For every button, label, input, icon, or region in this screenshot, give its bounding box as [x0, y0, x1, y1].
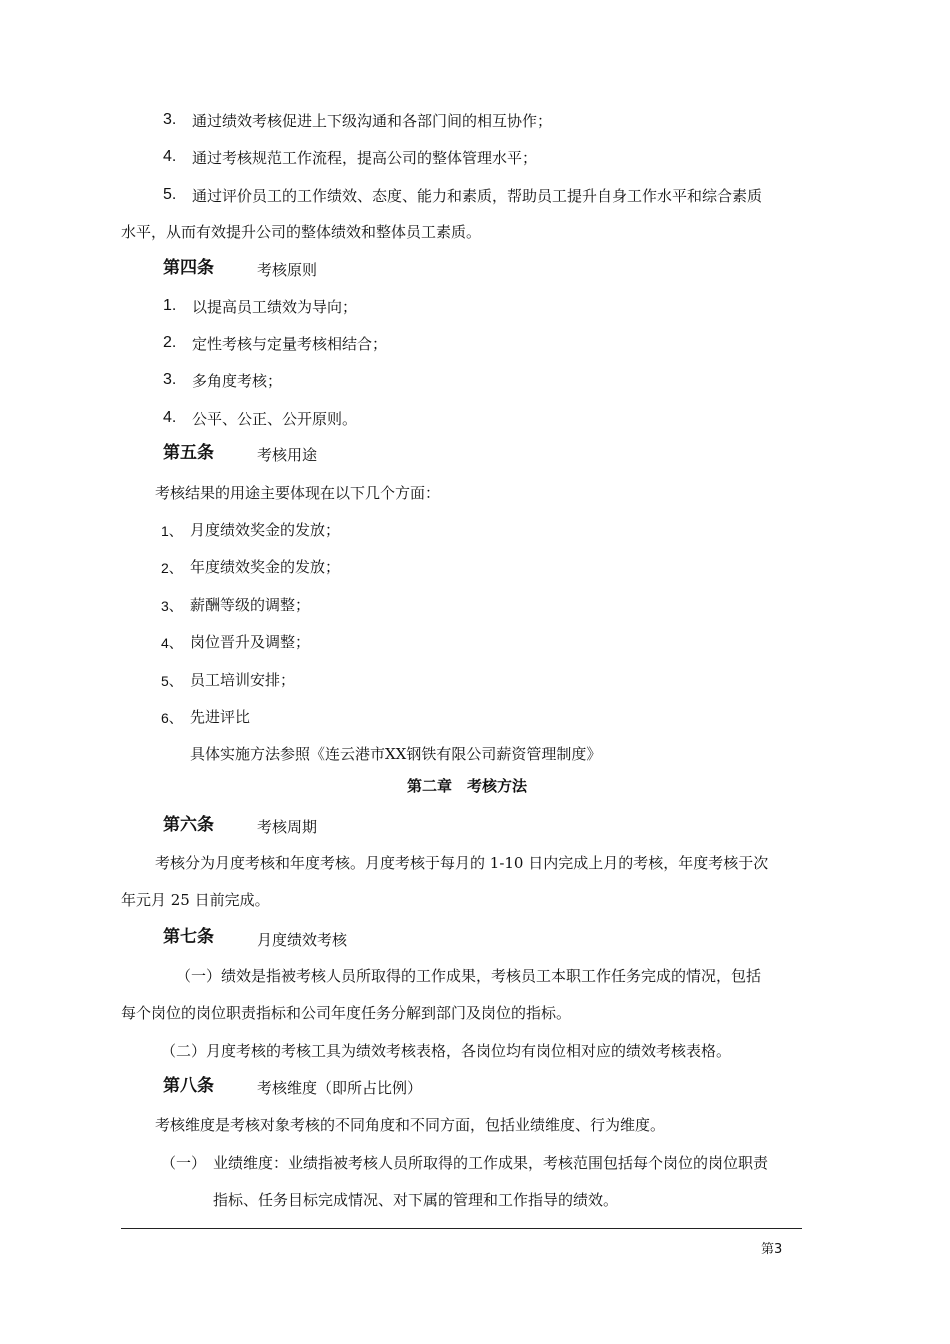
chapter-heading: 第二章 考核方法: [407, 777, 528, 795]
article-title: 考核原则: [257, 261, 318, 279]
list-number: 2.: [163, 334, 177, 351]
article-label: 第七条: [163, 927, 214, 947]
list-item-continued: 水平，从而有效提升公司的整体绩效和整体员工素质。: [121, 223, 482, 241]
list-number: 6、: [161, 710, 183, 726]
article-label: 第四条: [163, 258, 214, 278]
paragraph: 业绩维度：业绩指被考核人员所取得的工作成果，考核范围包括每个岗位的岗位职责: [213, 1154, 769, 1172]
reference-note: 具体实施方法参照《连云港市XX钢铁有限公司薪资管理制度》: [190, 745, 602, 763]
list-number: 1.: [163, 297, 177, 314]
list-item: 通过考核规范工作流程，提高公司的整体管理水平；: [192, 149, 538, 167]
paragraph: 考核结果的用途主要体现在以下几个方面：: [155, 484, 441, 502]
article-title: 考核用途: [257, 446, 318, 464]
article-title: 考核周期: [257, 818, 318, 836]
list-item: 通过评价员工的工作绩效、态度、能力和素质，帮助员工提升自身工作水平和综合素质: [192, 187, 763, 205]
list-number: 5.: [163, 186, 177, 203]
list-item: 月度绩效奖金的发放；: [190, 521, 341, 539]
paragraph: （一）绩效是指被考核人员所取得的工作成果，考核员工本职工作任务完成的情况，包括: [176, 967, 762, 985]
subsection-number: （一）: [161, 1154, 207, 1172]
list-number: 5、: [161, 673, 183, 689]
paragraph-continued: 指标、任务目标完成情况、对下属的管理和工作指导的绩效。: [213, 1191, 619, 1209]
list-item: 薪酬等级的调整；: [190, 596, 311, 614]
article-title: 月度绩效考核: [257, 931, 348, 949]
list-number: 4.: [163, 148, 177, 165]
list-number: 3.: [163, 371, 177, 388]
list-number: 3.: [163, 111, 177, 128]
list-number: 4.: [163, 409, 177, 426]
article-label: 第五条: [163, 443, 214, 463]
article-label: 第六条: [163, 815, 214, 835]
list-number: 4、: [161, 635, 183, 651]
paragraph: （二）月度考核的考核工具为绩效考核表格，各岗位均有岗位相对应的绩效考核表格。: [161, 1042, 732, 1060]
list-item: 通过绩效考核促进上下级沟通和各部门间的相互协作；: [192, 112, 553, 130]
list-number: 3、: [161, 598, 183, 614]
footer-divider: [121, 1228, 802, 1229]
list-item: 定性考核与定量考核相结合；: [192, 335, 388, 353]
paragraph-continued: 年元月 25 日前完成。: [121, 891, 270, 909]
list-item: 先进评比: [190, 708, 251, 726]
list-number: 2、: [161, 560, 183, 576]
list-item: 岗位晋升及调整；: [190, 633, 311, 651]
paragraph: 考核分为月度考核和年度考核。月度考核于每月的 1-10 日内完成上月的考核，年度考核于次: [155, 854, 769, 872]
list-item: 多角度考核；: [192, 372, 283, 390]
page-number: 第3: [761, 1242, 783, 1257]
list-item: 公平、公正、公开原则。: [192, 410, 358, 428]
list-item: 以提高员工绩效为导向；: [192, 298, 358, 316]
article-label: 第八条: [163, 1076, 214, 1096]
paragraph-continued: 每个岗位的岗位职责指标和公司年度任务分解到部门及岗位的指标。: [121, 1004, 572, 1022]
list-item: 员工培训安排；: [190, 671, 296, 689]
article-title: 考核维度（即所占比例）: [257, 1079, 423, 1097]
list-number: 1、: [161, 523, 183, 539]
list-item: 年度绩效奖金的发放；: [190, 558, 341, 576]
paragraph: 考核维度是考核对象考核的不同角度和不同方面，包括业绩维度、行为维度。: [155, 1116, 666, 1134]
